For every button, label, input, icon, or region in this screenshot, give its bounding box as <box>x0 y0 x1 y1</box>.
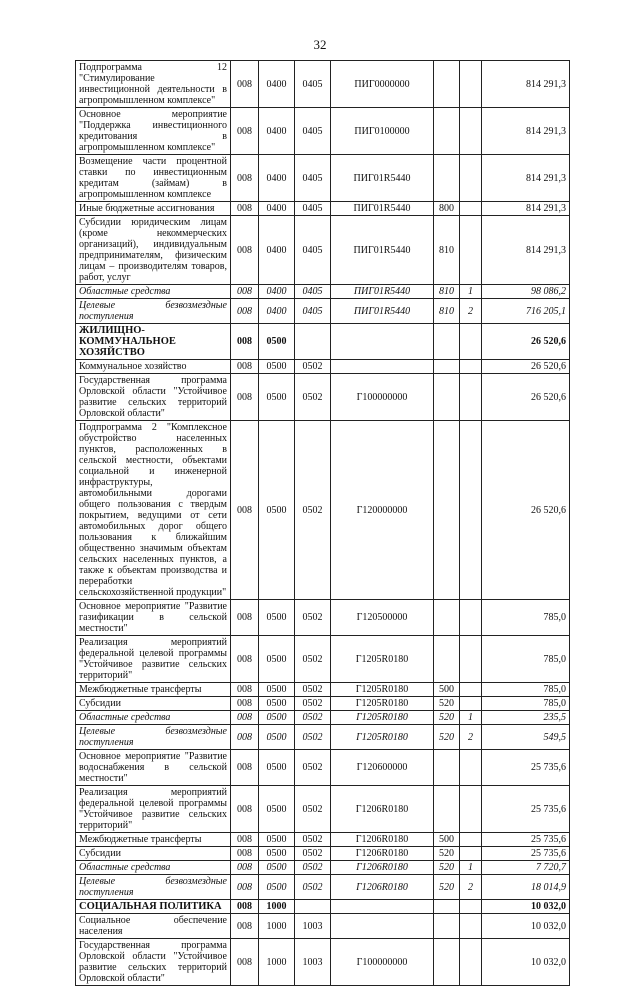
section-code-cell: 0400 <box>259 299 295 324</box>
section-code-cell: 0500 <box>259 875 295 900</box>
amount-cell: 26 520,6 <box>482 360 570 374</box>
item-name-cell: Государственная программа Орловской области "Устойчивое развитие сельских территорий Орловской области" <box>76 374 231 421</box>
section-code-cell: 0400 <box>259 108 295 155</box>
subsection-code-cell: 1003 <box>295 939 331 986</box>
amount-cell: 814 291,3 <box>482 202 570 216</box>
item-name-cell: Возмещение части процентной ставки по инвестиционным кредитам (займам) в агропромышленном комплексе <box>76 155 231 202</box>
subsection-code-cell: 0502 <box>295 725 331 750</box>
ministry-code-cell: 008 <box>231 600 259 636</box>
table-row <box>76 374 570 421</box>
expense-type-code-cell: 500 <box>434 833 460 847</box>
ministry-code-cell: 008 <box>231 360 259 374</box>
table-row <box>76 61 570 108</box>
target-item-code-cell: Г1206R0180 <box>331 833 434 847</box>
subsection-code-cell: 0405 <box>295 285 331 299</box>
expense-type-code-cell <box>434 324 460 360</box>
funding-source-cell: 2 <box>460 299 482 324</box>
subsection-code-cell: 0502 <box>295 360 331 374</box>
amount-cell: 25 735,6 <box>482 833 570 847</box>
subsection-code-cell: 0502 <box>295 683 331 697</box>
amount-cell: 25 735,6 <box>482 786 570 833</box>
expense-type-code-cell <box>434 914 460 939</box>
ministry-code-cell: 008 <box>231 683 259 697</box>
item-name-cell: Основное мероприятие "Развитие газификации в сельской местности" <box>76 600 231 636</box>
expense-type-code-cell <box>434 600 460 636</box>
target-item-code-cell: Г120000000 <box>331 421 434 600</box>
expense-type-code-cell: 520 <box>434 847 460 861</box>
table-row <box>76 216 570 285</box>
subsection-code-cell: 0502 <box>295 697 331 711</box>
ministry-code-cell: 008 <box>231 875 259 900</box>
subsection-code-cell: 0502 <box>295 711 331 725</box>
funding-source-cell <box>460 374 482 421</box>
section-code-cell: 0400 <box>259 155 295 202</box>
table-row <box>76 155 570 202</box>
section-code-cell: 0400 <box>259 61 295 108</box>
expense-type-code-cell: 810 <box>434 285 460 299</box>
ministry-code-cell: 008 <box>231 711 259 725</box>
target-item-code-cell: ПИГ0100000 <box>331 108 434 155</box>
table-row <box>76 285 570 299</box>
expense-type-code-cell: 520 <box>434 875 460 900</box>
amount-cell: 18 014,9 <box>482 875 570 900</box>
amount-cell: 7 720,7 <box>482 861 570 875</box>
item-name-cell: Субсидии <box>76 847 231 861</box>
section-code-cell: 0500 <box>259 750 295 786</box>
table-row <box>76 299 570 324</box>
section-code-cell: 0500 <box>259 324 295 360</box>
item-name-cell: Областные средства <box>76 861 231 875</box>
section-code-cell: 0500 <box>259 697 295 711</box>
section-code-cell: 0500 <box>259 861 295 875</box>
table-row <box>76 900 570 914</box>
table-row <box>76 421 570 600</box>
section-code-cell: 0400 <box>259 202 295 216</box>
table-row <box>76 847 570 861</box>
expense-type-code-cell <box>434 750 460 786</box>
target-item-code-cell: Г1206R0180 <box>331 861 434 875</box>
section-code-cell: 0500 <box>259 711 295 725</box>
expense-type-code-cell <box>434 108 460 155</box>
table-row <box>76 725 570 750</box>
table-row <box>76 600 570 636</box>
expense-type-code-cell <box>434 360 460 374</box>
table-row <box>76 939 570 986</box>
target-item-code-cell <box>331 900 434 914</box>
funding-source-cell: 1 <box>460 711 482 725</box>
amount-cell: 10 032,0 <box>482 900 570 914</box>
item-name-cell: Областные средства <box>76 285 231 299</box>
section-code-cell: 1000 <box>259 900 295 914</box>
subsection-code-cell: 1003 <box>295 914 331 939</box>
ministry-code-cell: 008 <box>231 324 259 360</box>
item-name-cell: Межбюджетные трансферты <box>76 683 231 697</box>
table-row <box>76 202 570 216</box>
expense-type-code-cell: 520 <box>434 861 460 875</box>
section-code-cell: 0500 <box>259 421 295 600</box>
amount-cell: 785,0 <box>482 683 570 697</box>
amount-cell: 10 032,0 <box>482 939 570 986</box>
target-item-code-cell: Г1205R0180 <box>331 636 434 683</box>
ministry-code-cell: 008 <box>231 374 259 421</box>
expense-type-code-cell <box>434 61 460 108</box>
budget-table-body <box>76 61 570 986</box>
target-item-code-cell: Г120500000 <box>331 600 434 636</box>
target-item-code-cell: Г1205R0180 <box>331 725 434 750</box>
target-item-code-cell: ПИГ0000000 <box>331 61 434 108</box>
table-row <box>76 324 570 360</box>
funding-source-cell <box>460 636 482 683</box>
subsection-code-cell: 0405 <box>295 299 331 324</box>
amount-cell: 25 735,6 <box>482 750 570 786</box>
table-row <box>76 360 570 374</box>
item-name-cell: Подпрограмма 2 "Комплексное обустройство населенных пунктов, расположенных в сельской местности, объектами социальной и инженерной инфраструктуры, автомобильными дорогами общего пользования с твердым покрытием, ведущими от сети автомобильных дорог общего пользования к ближайшим общественно значимым объектам сельских населенных пунктов, а также к объектам производства и переработки сельскохозяйственной продукции" <box>76 421 231 600</box>
item-name-cell: Основное мероприятие "Поддержка инвестиционного кредитования в агропромышленном комплексе" <box>76 108 231 155</box>
section-code-cell: 0500 <box>259 833 295 847</box>
table-row <box>76 108 570 155</box>
section-code-cell: 1000 <box>259 914 295 939</box>
expense-type-code-cell <box>434 900 460 914</box>
expense-type-code-cell <box>434 421 460 600</box>
section-code-cell: 0500 <box>259 725 295 750</box>
amount-cell: 235,5 <box>482 711 570 725</box>
funding-source-cell <box>460 202 482 216</box>
amount-cell: 785,0 <box>482 636 570 683</box>
table-row <box>76 750 570 786</box>
ministry-code-cell: 008 <box>231 216 259 285</box>
funding-source-cell <box>460 683 482 697</box>
item-name-cell: Государственная программа Орловской области "Устойчивое развитие сельских территорий Орловской области" <box>76 939 231 986</box>
target-item-code-cell: Г100000000 <box>331 374 434 421</box>
table-row <box>76 861 570 875</box>
item-name-cell: Подпрограмма 12 "Стимулирование инвестиционной деятельности в агропромышленном комплексе" <box>76 61 231 108</box>
target-item-code-cell <box>331 914 434 939</box>
ministry-code-cell: 008 <box>231 108 259 155</box>
expense-type-code-cell: 520 <box>434 697 460 711</box>
funding-source-cell <box>460 360 482 374</box>
ministry-code-cell: 008 <box>231 285 259 299</box>
ministry-code-cell: 008 <box>231 155 259 202</box>
target-item-code-cell: Г1206R0180 <box>331 875 434 900</box>
funding-source-cell <box>460 847 482 861</box>
ministry-code-cell: 008 <box>231 725 259 750</box>
table-row <box>76 786 570 833</box>
funding-source-cell <box>460 786 482 833</box>
ministry-code-cell: 008 <box>231 61 259 108</box>
expense-type-code-cell <box>434 636 460 683</box>
amount-cell: 26 520,6 <box>482 374 570 421</box>
amount-cell: 10 032,0 <box>482 914 570 939</box>
table-row <box>76 914 570 939</box>
subsection-code-cell <box>295 324 331 360</box>
amount-cell: 785,0 <box>482 697 570 711</box>
item-name-cell: СОЦИАЛЬНАЯ ПОЛИТИКА <box>76 900 231 914</box>
funding-source-cell <box>460 750 482 786</box>
ministry-code-cell: 008 <box>231 750 259 786</box>
target-item-code-cell: Г1205R0180 <box>331 683 434 697</box>
section-code-cell: 0400 <box>259 285 295 299</box>
ministry-code-cell: 008 <box>231 914 259 939</box>
item-name-cell: Межбюджетные трансферты <box>76 833 231 847</box>
funding-source-cell: 2 <box>460 725 482 750</box>
subsection-code-cell: 0502 <box>295 636 331 683</box>
item-name-cell: Реализация мероприятий федеральной целевой программы "Устойчивое развитие сельских территорий" <box>76 786 231 833</box>
subsection-code-cell: 0502 <box>295 600 331 636</box>
subsection-code-cell: 0405 <box>295 61 331 108</box>
expense-type-code-cell <box>434 155 460 202</box>
page-number: 32 <box>313 37 327 52</box>
funding-source-cell <box>460 914 482 939</box>
ministry-code-cell: 008 <box>231 636 259 683</box>
amount-cell: 26 520,6 <box>482 421 570 600</box>
amount-cell: 785,0 <box>482 600 570 636</box>
expense-type-code-cell: 520 <box>434 725 460 750</box>
table-row <box>76 833 570 847</box>
table-row <box>76 636 570 683</box>
target-item-code-cell: Г1206R0180 <box>331 786 434 833</box>
item-name-cell: Иные бюджетные ассигнования <box>76 202 231 216</box>
ministry-code-cell: 008 <box>231 697 259 711</box>
target-item-code-cell: Г100000000 <box>331 939 434 986</box>
section-code-cell: 0500 <box>259 847 295 861</box>
amount-cell: 25 735,6 <box>482 847 570 861</box>
amount-cell: 814 291,3 <box>482 61 570 108</box>
ministry-code-cell: 008 <box>231 786 259 833</box>
subsection-code-cell: 0405 <box>295 202 331 216</box>
expense-type-code-cell: 520 <box>434 711 460 725</box>
item-name-cell: Областные средства <box>76 711 231 725</box>
amount-cell: 716 205,1 <box>482 299 570 324</box>
item-name-cell: Целевые безвозмездные поступления <box>76 725 231 750</box>
target-item-code-cell: Г120600000 <box>331 750 434 786</box>
target-item-code-cell <box>331 360 434 374</box>
funding-source-cell <box>460 324 482 360</box>
budget-table <box>75 60 570 986</box>
table-row <box>76 683 570 697</box>
funding-source-cell: 2 <box>460 875 482 900</box>
funding-source-cell <box>460 900 482 914</box>
funding-source-cell <box>460 697 482 711</box>
target-item-code-cell: ПИГ01R5440 <box>331 216 434 285</box>
funding-source-cell <box>460 61 482 108</box>
section-code-cell: 0500 <box>259 636 295 683</box>
item-name-cell: Основное мероприятие "Развитие водоснабжения в сельской местности" <box>76 750 231 786</box>
expense-type-code-cell <box>434 939 460 986</box>
item-name-cell: Реализация мероприятий федеральной целевой программы "Устойчивое развитие сельских территорий" <box>76 636 231 683</box>
target-item-code-cell: Г1206R0180 <box>331 847 434 861</box>
amount-cell: 814 291,3 <box>482 216 570 285</box>
funding-source-cell <box>460 155 482 202</box>
ministry-code-cell: 008 <box>231 299 259 324</box>
expense-type-code-cell: 800 <box>434 202 460 216</box>
ministry-code-cell: 008 <box>231 900 259 914</box>
subsection-code-cell <box>295 900 331 914</box>
section-code-cell: 0500 <box>259 374 295 421</box>
amount-cell: 814 291,3 <box>482 108 570 155</box>
ministry-code-cell: 008 <box>231 833 259 847</box>
item-name-cell: Субсидии юридическим лицам (кроме некоммерческих организаций), индивидуальным предпринимателям, физическим лицам – производителям товаров, работ, услуг <box>76 216 231 285</box>
funding-source-cell <box>460 600 482 636</box>
subsection-code-cell: 0502 <box>295 750 331 786</box>
target-item-code-cell: ПИГ01R5440 <box>331 299 434 324</box>
item-name-cell: Социальное обеспечение населения <box>76 914 231 939</box>
subsection-code-cell: 0502 <box>295 421 331 600</box>
subsection-code-cell: 0502 <box>295 833 331 847</box>
subsection-code-cell: 0502 <box>295 861 331 875</box>
funding-source-cell <box>460 216 482 285</box>
ministry-code-cell: 008 <box>231 202 259 216</box>
ministry-code-cell: 008 <box>231 421 259 600</box>
target-item-code-cell: ПИГ01R5440 <box>331 202 434 216</box>
target-item-code-cell: ПИГ01R5440 <box>331 285 434 299</box>
expense-type-code-cell: 500 <box>434 683 460 697</box>
funding-source-cell <box>460 421 482 600</box>
subsection-code-cell: 0405 <box>295 155 331 202</box>
expense-type-code-cell: 810 <box>434 299 460 324</box>
expense-type-code-cell <box>434 786 460 833</box>
target-item-code-cell: ПИГ01R5440 <box>331 155 434 202</box>
subsection-code-cell: 0502 <box>295 786 331 833</box>
amount-cell: 814 291,3 <box>482 155 570 202</box>
funding-source-cell <box>460 939 482 986</box>
amount-cell: 549,5 <box>482 725 570 750</box>
subsection-code-cell: 0405 <box>295 108 331 155</box>
target-item-code-cell: Г1205R0180 <box>331 711 434 725</box>
expense-type-code-cell: 810 <box>434 216 460 285</box>
expense-type-code-cell <box>434 374 460 421</box>
subsection-code-cell: 0502 <box>295 875 331 900</box>
ministry-code-cell: 008 <box>231 939 259 986</box>
table-row <box>76 711 570 725</box>
funding-source-cell: 1 <box>460 861 482 875</box>
item-name-cell: Коммунальное хозяйство <box>76 360 231 374</box>
ministry-code-cell: 008 <box>231 847 259 861</box>
target-item-code-cell: Г1205R0180 <box>331 697 434 711</box>
item-name-cell: Целевые безвозмездные поступления <box>76 875 231 900</box>
amount-cell: 98 086,2 <box>482 285 570 299</box>
amount-cell: 26 520,6 <box>482 324 570 360</box>
subsection-code-cell: 0502 <box>295 374 331 421</box>
funding-source-cell: 1 <box>460 285 482 299</box>
section-code-cell: 0400 <box>259 216 295 285</box>
item-name-cell: Целевые безвозмездные поступления <box>76 299 231 324</box>
subsection-code-cell: 0405 <box>295 216 331 285</box>
section-code-cell: 0500 <box>259 683 295 697</box>
target-item-code-cell <box>331 324 434 360</box>
section-code-cell: 0500 <box>259 360 295 374</box>
table-row <box>76 875 570 900</box>
section-code-cell: 0500 <box>259 600 295 636</box>
funding-source-cell <box>460 108 482 155</box>
funding-source-cell <box>460 833 482 847</box>
section-code-cell: 1000 <box>259 939 295 986</box>
subsection-code-cell: 0502 <box>295 847 331 861</box>
section-code-cell: 0500 <box>259 786 295 833</box>
item-name-cell: ЖИЛИЩНО-КОММУНАЛЬНОЕ ХОЗЯЙСТВО <box>76 324 231 360</box>
table-row <box>76 697 570 711</box>
item-name-cell: Субсидии <box>76 697 231 711</box>
ministry-code-cell: 008 <box>231 861 259 875</box>
